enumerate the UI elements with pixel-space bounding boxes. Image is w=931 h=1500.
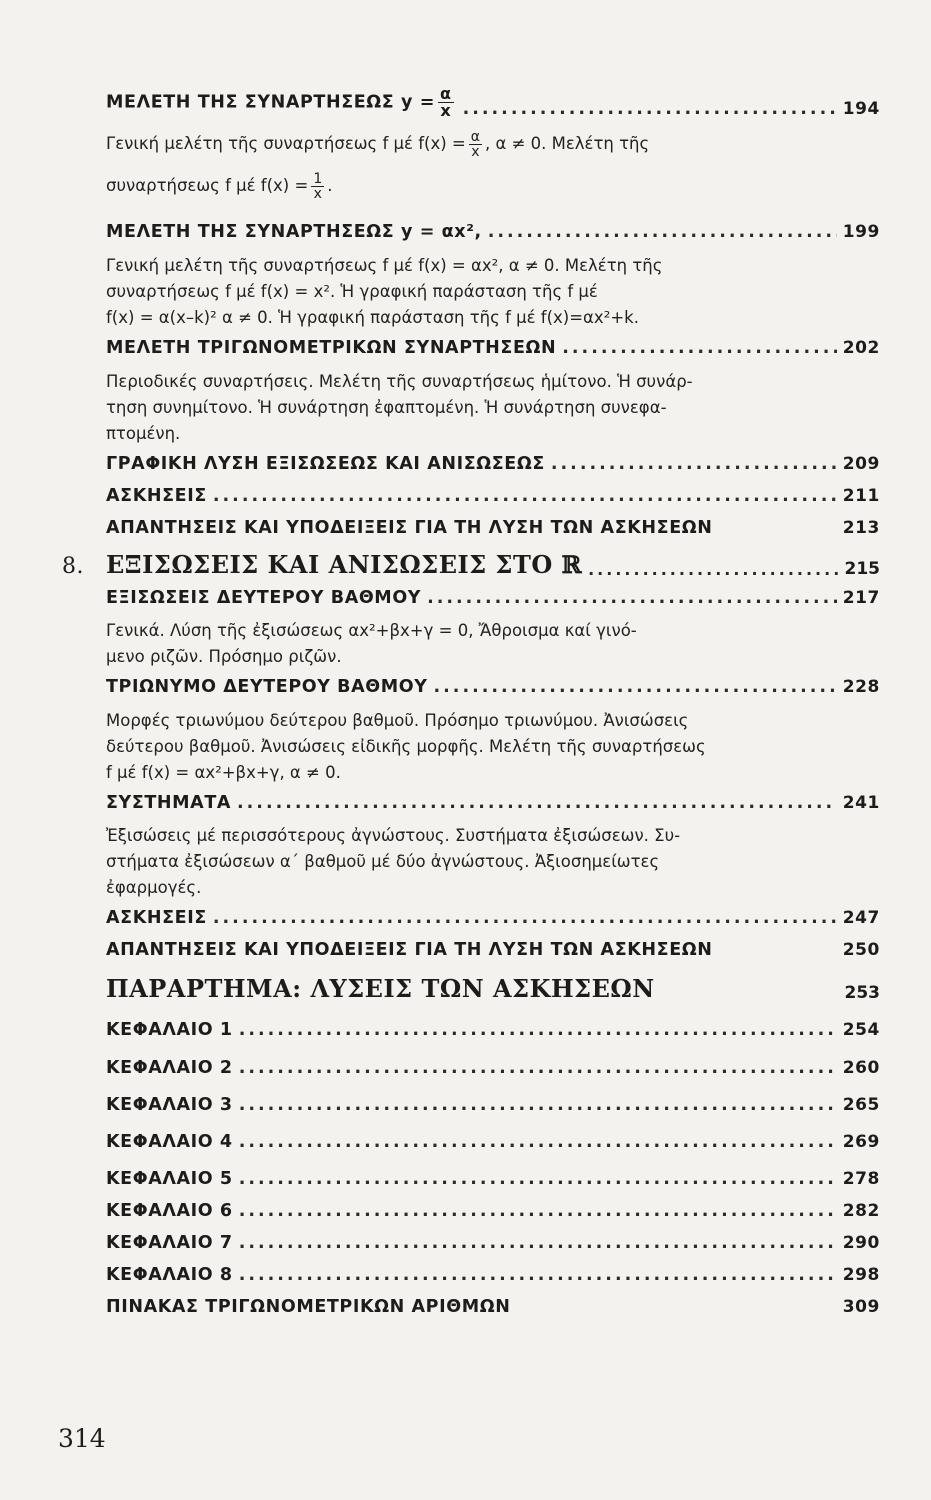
page-ref: 194 bbox=[842, 99, 880, 119]
page-ref: 228 bbox=[842, 677, 880, 697]
entry-title: ΜΕΛΕΤΗ ΤΗΣ ΣΥΝΑΡΤΗΣΕΩΣ y = $\frac{\alpha}{x}$ bbox=[106, 84, 452, 120]
entry-title: ΜΕΛΕΤΗ ΤΗΣ ΣΥΝΑΡΤΗΣΕΩΣ y = αx², bbox=[106, 222, 482, 242]
page-number: 314 bbox=[58, 1424, 106, 1453]
leader-dots bbox=[213, 486, 837, 506]
toc-entry[interactable] bbox=[106, 1020, 880, 1040]
toc-entry[interactable] bbox=[106, 1058, 880, 1078]
page-ref: 215 bbox=[844, 559, 880, 579]
entry-title: ΣΥΣΤΗΜΑΤΑ bbox=[106, 793, 232, 813]
page-ref: 199 bbox=[842, 222, 880, 242]
toc-entry[interactable] bbox=[106, 908, 880, 928]
toc-entry[interactable] bbox=[106, 940, 880, 960]
toc-entry[interactable] bbox=[106, 222, 880, 242]
page-ref: 309 bbox=[842, 1297, 880, 1317]
entry-description: δεύτερου βαθμοῦ. Ἀνισώσεις εἰδικῆς μορφῆς. Μελέτη τῆς συναρτήσεως bbox=[106, 737, 706, 756]
page-ref: 265 bbox=[842, 1095, 880, 1115]
chapter-number: 8. bbox=[62, 554, 84, 579]
entry-title: ΚΕΦΑΛΑΙΟ 8 bbox=[106, 1265, 233, 1285]
page-ref: 241 bbox=[842, 793, 880, 813]
page-ref: 250 bbox=[842, 940, 880, 960]
leader-dots bbox=[237, 793, 837, 813]
entry-title: ΑΠΑΝΤΗΣΕΙΣ ΚΑΙ ΥΠΟΔΕΙΞΕΙΣ ΓΙΑ ΤΗ ΛΥΣΗ ΤΩΝ ΑΣΚΗΣΕΩΝ bbox=[106, 518, 713, 538]
page-ref: 217 bbox=[842, 588, 880, 608]
entry-title: ΚΕΦΑΛΑΙΟ 2 bbox=[106, 1058, 233, 1078]
leader-dots bbox=[239, 1201, 837, 1221]
entry-title: ΤΡΙΩΝΥΜΟ ΔΕΥΤΕΡΟΥ ΒΑΘΜΟΥ bbox=[106, 677, 428, 697]
entry-title: ΚΕΦΑΛΑΙΟ 1 bbox=[106, 1020, 233, 1040]
leader-dots bbox=[551, 454, 837, 474]
toc-entry[interactable] bbox=[106, 486, 880, 506]
entry-title: ΕΞΙΣΩΣΕΙΣ ΔΕΥΤΕΡΟΥ ΒΑΘΜΟΥ bbox=[106, 588, 422, 608]
entry-title: ΠΙΝΑΚΑΣ ΤΡΙΓΩΝΟΜΕΤΡΙΚΩΝ ΑΡΙΘΜΩΝ bbox=[106, 1297, 511, 1317]
toc-entry[interactable] bbox=[106, 338, 880, 358]
entry-title: ΚΕΦΑΛΑΙΟ 3 bbox=[106, 1095, 233, 1115]
leader-dots bbox=[463, 99, 837, 119]
leader-dots bbox=[239, 1095, 837, 1115]
entry-title: ΚΕΦΑΛΑΙΟ 4 bbox=[106, 1132, 233, 1152]
entry-description: τηση συνημίτονο. Ἡ συνάρτηση ἐφαπτομένη. Ἡ συνάρτηση συνεφα- bbox=[106, 398, 667, 417]
page-ref: 247 bbox=[842, 908, 880, 928]
entry-description: μενο ριζῶν. Πρόσημο ριζῶν. bbox=[106, 647, 342, 666]
entry-title: ΚΕΦΑΛΑΙΟ 7 bbox=[106, 1233, 233, 1253]
entry-description: στήματα ἐξισώσεων α΄ βαθμοῦ μέ δύο ἀγνώστους. Ἀξιοσημείωτες bbox=[106, 852, 660, 871]
entry-description: Γενικά. Λύση τῆς ἐξισώσεως αx²+βx+γ = 0, Ἄθροισμα καί γινό- bbox=[106, 621, 637, 640]
leader-dots bbox=[239, 1169, 837, 1189]
leader-dots bbox=[588, 560, 838, 579]
toc-entry[interactable] bbox=[106, 588, 880, 608]
page-ref: 282 bbox=[842, 1201, 880, 1221]
page-ref: 260 bbox=[842, 1058, 880, 1078]
entry-description: πτομένη. bbox=[106, 424, 181, 443]
entry-title: ΑΣΚΗΣΕΙΣ bbox=[106, 908, 207, 928]
page-ref: 253 bbox=[844, 983, 880, 1003]
leader-dots bbox=[239, 1058, 837, 1078]
entry-description: συναρτήσεως f μέ f(x) = x². Ἡ γραφική παράσταση τῆς f μέ bbox=[106, 282, 598, 301]
toc-entry[interactable] bbox=[106, 1132, 880, 1152]
entry-title: ΚΕΦΑΛΑΙΟ 6 bbox=[106, 1201, 233, 1221]
toc-entry[interactable] bbox=[106, 1169, 880, 1189]
entry-description: f μέ f(x) = αx²+βx+γ, α ≠ 0. bbox=[106, 763, 341, 782]
toc-entry[interactable] bbox=[106, 1095, 880, 1115]
entry-title: ΚΕΦΑΛΑΙΟ 5 bbox=[106, 1169, 233, 1189]
toc-entry[interactable] bbox=[106, 86, 880, 119]
leader-dots bbox=[488, 222, 837, 242]
leader-dots bbox=[239, 1265, 837, 1285]
toc-chapter[interactable] bbox=[62, 550, 880, 579]
page-ref: 211 bbox=[842, 486, 880, 506]
toc-appendix[interactable] bbox=[106, 974, 880, 1003]
toc-entry[interactable] bbox=[106, 1233, 880, 1253]
entry-description: Περιοδικές συναρτήσεις. Μελέτη τῆς συναρτήσεως ἡμίτονο. Ἡ συνάρ- bbox=[106, 372, 693, 391]
toc-entry[interactable] bbox=[106, 793, 880, 813]
toc-entry[interactable] bbox=[106, 677, 880, 697]
toc-entry[interactable] bbox=[106, 1265, 880, 1285]
toc-entry[interactable] bbox=[106, 454, 880, 474]
page-ref: 269 bbox=[842, 1132, 880, 1152]
leader-dots bbox=[239, 1020, 837, 1040]
entry-description: Ἐξισώσεις μέ περισσότερους ἀγνώστους. Συστήματα ἐξισώσεων. Συ- bbox=[106, 826, 681, 845]
leader-dots bbox=[562, 338, 836, 358]
appendix-title: ΠΑΡΑΡΤΗΜΑ: ΛΥΣΕΙΣ ΤΩΝ ΑΣΚΗΣΕΩΝ bbox=[106, 974, 655, 1003]
page-ref: 278 bbox=[842, 1169, 880, 1189]
entry-title: ΑΣΚΗΣΕΙΣ bbox=[106, 486, 207, 506]
entry-title: ΜΕΛΕΤΗ ΤΡΙΓΩΝΟΜΕΤΡΙΚΩΝ ΣΥΝΑΡΤΗΣΕΩΝ bbox=[106, 338, 557, 358]
entry-description: ἐφαρμογές. bbox=[106, 878, 202, 897]
page-ref: 290 bbox=[842, 1233, 880, 1253]
entry-description: Γενική μελέτη τῆς συναρτήσεως f μέ f(x) = αx², α ≠ 0. Μελέτη τῆς bbox=[106, 256, 663, 275]
page-ref: 209 bbox=[842, 454, 880, 474]
page-ref: 254 bbox=[842, 1020, 880, 1040]
toc-entry[interactable] bbox=[106, 1201, 880, 1221]
page-ref: 213 bbox=[842, 518, 880, 538]
leader-dots bbox=[427, 588, 837, 608]
entry-title: ΑΠΑΝΤΗΣΕΙΣ ΚΑΙ ΥΠΟΔΕΙΞΕΙΣ ΓΙΑ ΤΗ ΛΥΣΗ ΤΩΝ ΑΣΚΗΣΕΩΝ bbox=[106, 940, 713, 960]
entry-title: ΓΡΑΦΙΚΗ ΛΥΣΗ ΕΞΙΣΩΣΕΩΣ ΚΑΙ ΑΝΙΣΩΣΕΩΣ bbox=[106, 454, 545, 474]
toc-entry[interactable] bbox=[106, 518, 880, 538]
entry-description: Μορφές τριωνύμου δεύτερου βαθμοῦ. Πρόσημο τριωνύμου. Ἀνισώσεις bbox=[106, 711, 689, 730]
chapter-title: ΕΞΙΣΩΣΕΙΣ ΚΑΙ ΑΝΙΣΩΣΕΙΣ ΣΤΟ ℝ bbox=[106, 550, 583, 579]
entry-description: συναρτήσεως f μέ f(x) = $\frac{1}{x}$ . bbox=[106, 171, 333, 202]
leader-dots bbox=[239, 1233, 837, 1253]
toc-entry[interactable] bbox=[106, 1297, 880, 1317]
entry-description: f(x) = α(x–k)² α ≠ 0. Ἡ γραφική παράσταση τῆς f μέ f(x)=αx²+k. bbox=[106, 308, 639, 327]
page-ref: 298 bbox=[842, 1265, 880, 1285]
leader-dots bbox=[434, 677, 837, 697]
page-ref: 202 bbox=[842, 338, 880, 358]
leader-dots bbox=[239, 1132, 837, 1152]
entry-description: Γενική μελέτη τῆς συναρτήσεως f μέ f(x) = $\frac{\alpha}{x}$ , α ≠ 0. Μελέτη τῆς bbox=[106, 129, 650, 160]
leader-dots bbox=[213, 908, 837, 928]
